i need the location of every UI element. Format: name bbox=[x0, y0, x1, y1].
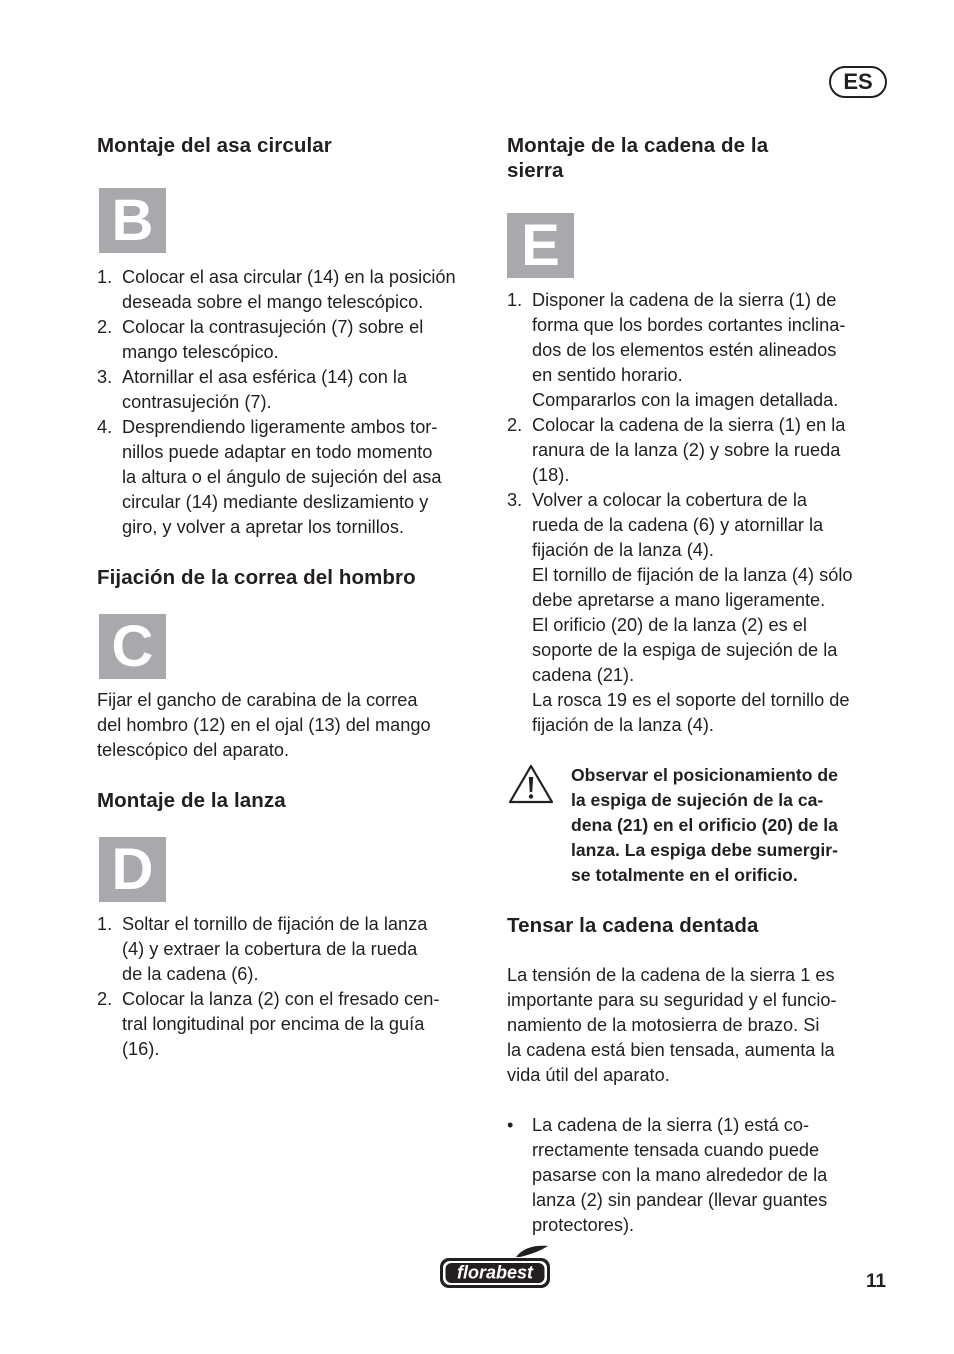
language-badge: ES bbox=[829, 66, 887, 98]
florabest-logo bbox=[438, 1245, 552, 1291]
lanza-steps-list bbox=[97, 912, 485, 1062]
list-item: 3. Volver a colocar la cobertura de la rueda de la cadena (6) y atornillar la fijación de la lanza (4). El tornillo de fijación de la lanza (4) sólo debe apretarse a mano ligeramente. El orificio (20) de la lanza (2) es el soporte de la espiga de sujeción de la cadena (21). La rosca 19 es el soporte del tornillo de fijación de la lanza (4). bbox=[507, 490, 853, 735]
heading-montaje-cadena: Montaje de la cadena de la sierra bbox=[507, 134, 769, 182]
list-item: 2. Colocar la contrasujeción (7) sobre el mango telescópico. bbox=[97, 317, 424, 362]
heading-fijacion-correa: Fijación de la correa del hombro bbox=[97, 566, 416, 589]
warning-notice: Observar el posicionamiento de la espiga de sujeción de la ca- dena (21) en el orificio (20) de la lanza. La espiga debe sumergir- se totalmente en el orificio. bbox=[507, 763, 893, 888]
tension-bullet: • La cadena de la sierra (1) está co- rrectamente tensada cuando puede pasarse con la mano alrededor de la lanza (2) sin pandear (llevar guantes protectores). bbox=[507, 1115, 828, 1235]
right-column bbox=[507, 128, 893, 1238]
left-column bbox=[97, 128, 485, 1062]
figure-label-e: E bbox=[507, 213, 574, 278]
figure-label-c: C bbox=[99, 614, 166, 679]
heading-montaje-asa: Montaje del asa circular bbox=[97, 134, 332, 157]
page-number: 11 bbox=[866, 1271, 887, 1292]
list-item: 2. Colocar la lanza (2) con el fresado cen- tral longitudinal por encima de la guía (16). bbox=[97, 989, 440, 1059]
correa-paragraph: Fijar el gancho de carabina de la correa del hombro (12) en el ojal (13) del mango telescópico del aparato. bbox=[97, 690, 431, 760]
heading-montaje-lanza: Montaje de la lanza bbox=[97, 789, 286, 812]
list-item: 1. Soltar el tornillo de fijación de la lanza (4) y extraer la cobertura de la rueda de la cadena (6). bbox=[97, 914, 428, 984]
asa-steps-list bbox=[97, 265, 485, 540]
cadena-steps-list bbox=[507, 288, 893, 738]
heading-tensar-cadena: Tensar la cadena dentada bbox=[507, 914, 759, 937]
list-item: 3. Atornillar el asa esférica (14) con la contrasujeción (7). bbox=[97, 367, 408, 412]
list-item: 2. Colocar la cadena de la sierra (1) en la ranura de la lanza (2) y sobre la rueda (18). bbox=[507, 415, 846, 485]
warning-icon bbox=[507, 763, 555, 805]
tensar-paragraph: La tensión de la cadena de la sierra 1 es importante para su seguridad y el funcio- namiento de la motosierra de brazo. Si la cadena está bien tensada, aumenta la vida útil del aparato. bbox=[507, 965, 837, 1085]
list-item: 1. Colocar el asa circular (14) en la posición deseada sobre el mango telescópico. bbox=[97, 267, 456, 312]
figure-label-d: D bbox=[99, 837, 166, 902]
list-item: 4. Desprendiendo ligeramente ambos tor- nillos puede adaptar en todo momento la altura o el ángulo de sujeción del asa circular (14) mediante deslizamiento y giro, y volver a apretar los tornillos. bbox=[97, 417, 442, 537]
list-item: 1. Disponer la cadena de la sierra (1) de forma que los bordes cortantes inclina- dos de los elementos estén alineados en sentido horario. Compararlos con la imagen detallada. bbox=[507, 290, 846, 410]
svg-text:florabest: florabest bbox=[456, 1262, 534, 1283]
figure-label-b: B bbox=[99, 188, 166, 253]
